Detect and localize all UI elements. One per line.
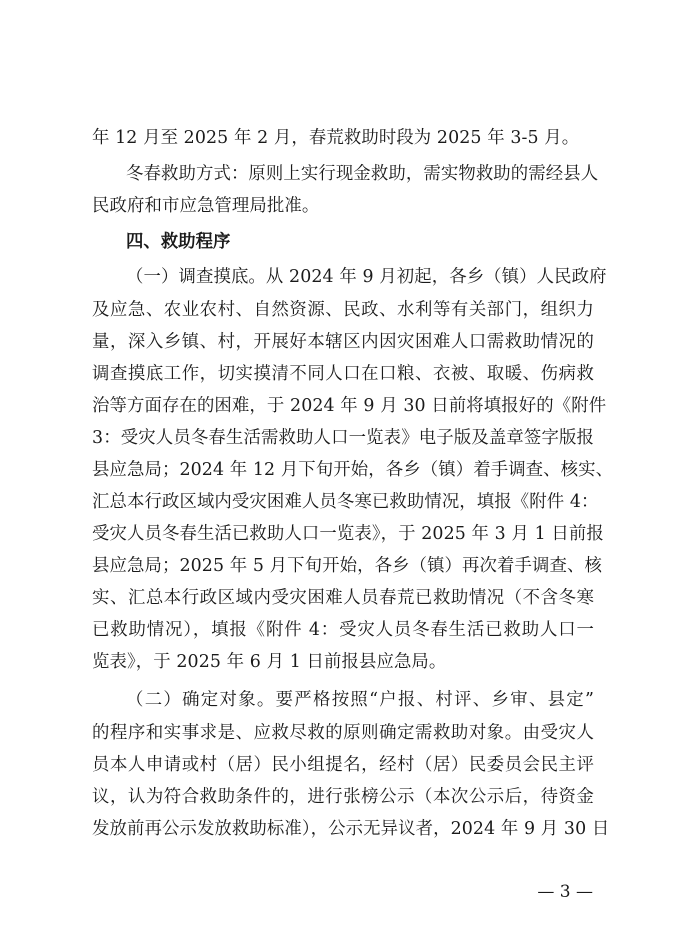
paragraph-line: 调查摸底工作，切实摸清不同人口在口粮、衣被、取暖、伤病救 — [92, 364, 594, 384]
paragraph-line: （二）确定对象。要严格按照“户报、村评、乡审、县定” — [126, 690, 594, 710]
paragraph-line: 治等方面存在的困难，于 2024 年 9 月 30 日前将填报好的《附件 — [92, 396, 607, 416]
section-heading: 四、救助程序 — [126, 232, 231, 252]
paragraph-line: 民政府和市应急管理局批准。 — [92, 196, 320, 216]
paragraph-line: 县应急局；2025 年 5 月下旬开始，各乡（镇）再次着手调查、核 — [92, 556, 602, 576]
paragraph-line: 汇总本行政区域内受灾困难人员冬寒已救助情况，填报《附件 4： — [92, 492, 599, 512]
paragraph-line: 发放前再公示发放救助标准），公示无异议者，2024 年 9 月 30 日 — [92, 819, 610, 839]
paragraph-line: 县应急局；2024 年 12 月下旬开始，各乡（镇）着手调查、核实、 — [92, 460, 614, 480]
paragraph-line: 年 12 月至 2025 年 2 月，春荒救助时段为 2025 年 3-5 月。 — [92, 128, 580, 148]
paragraph-line: 员本人申请或村（居）民小组提名，经村（居）民委员会民主评 — [92, 755, 594, 775]
page-number: — 3 — — [537, 882, 593, 902]
paragraph-line: 冬春救助方式：原则上实行现金救助，需实物救助的需经县人 — [126, 164, 599, 184]
paragraph-line: 3：受灾人员冬春生活需救助人口一览表》电子版及盖章签字版报 — [92, 428, 594, 448]
paragraph-line: 实、汇总本行政区域内受灾困难人员春荒已救助情况（不含冬寒 — [92, 588, 594, 608]
paragraph-line: 及应急、农业农村、自然资源、民政、水利等有关部门，组织力 — [92, 300, 594, 320]
paragraph-line: 受灾人员冬春生活已救助人口一览表》，于 2025 年 3 月 1 日前报 — [92, 524, 604, 544]
paragraph-line: 览表》，于 2025 年 6 月 1 日前报县应急局。 — [92, 652, 447, 672]
paragraph-line: 议，认为符合救助条件的，进行张榜公示（本次公示后，待资金 — [92, 787, 594, 807]
paragraph-line: （一）调查摸底。从 2024 年 9 月初起，各乡（镇）人民政府 — [126, 267, 607, 287]
paragraph-line: 的程序和实事求是、应救尽救的原则确定需救助对象。由受灾人 — [92, 723, 594, 743]
paragraph-line: 量，深入乡镇、村，开展好本辖区内因灾困难人口需救助情况的 — [92, 332, 594, 352]
paragraph-line: 已救助情况），填报《附件 4：受灾人员冬春生活已救助人口一 — [92, 620, 594, 640]
